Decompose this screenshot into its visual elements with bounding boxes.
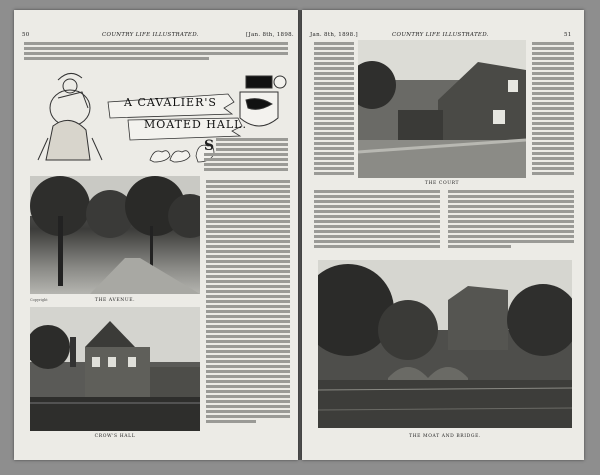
column-text-right-top [204,138,288,173]
right-running-head: COUNTRY LIFE ILLUSTRATED. [392,32,489,38]
column-text-mid-left [314,190,440,250]
article-title-line2: MOATED HALL. [144,118,247,131]
photo-the-court [358,40,526,178]
photo-moat-and-bridge [318,260,572,428]
right-page [302,10,584,460]
photo-the-avenue [30,176,200,294]
column-text-left-narrow [314,42,354,177]
left-page [14,10,298,460]
credit-avenue: Copyright [30,298,48,302]
caption-crows-hall: CROW'S HALL [94,434,136,439]
left-page-number: 50 [22,32,30,38]
right-date: Jan. 8th, 1898.] [310,32,358,38]
drop-cap: S [204,138,215,154]
photo-crows-hall [30,307,200,431]
article-title-line1: A CAVALIER'S [124,96,217,109]
column-text-right-narrow [532,42,574,177]
column-text-right [206,180,290,425]
left-date: [Jan. 8th, 1898. [246,32,294,38]
caption-the-court: THE COURT [424,181,460,186]
right-page-number: 51 [564,32,572,38]
left-running-head: COUNTRY LIFE ILLUSTRATED. [102,32,199,38]
intro-text-block [24,42,288,62]
column-text-mid-right [448,190,574,250]
caption-moat-and-bridge: THE MOAT AND BRIDGE. [409,434,481,439]
caption-the-avenue: THE AVENUE. [94,298,136,303]
